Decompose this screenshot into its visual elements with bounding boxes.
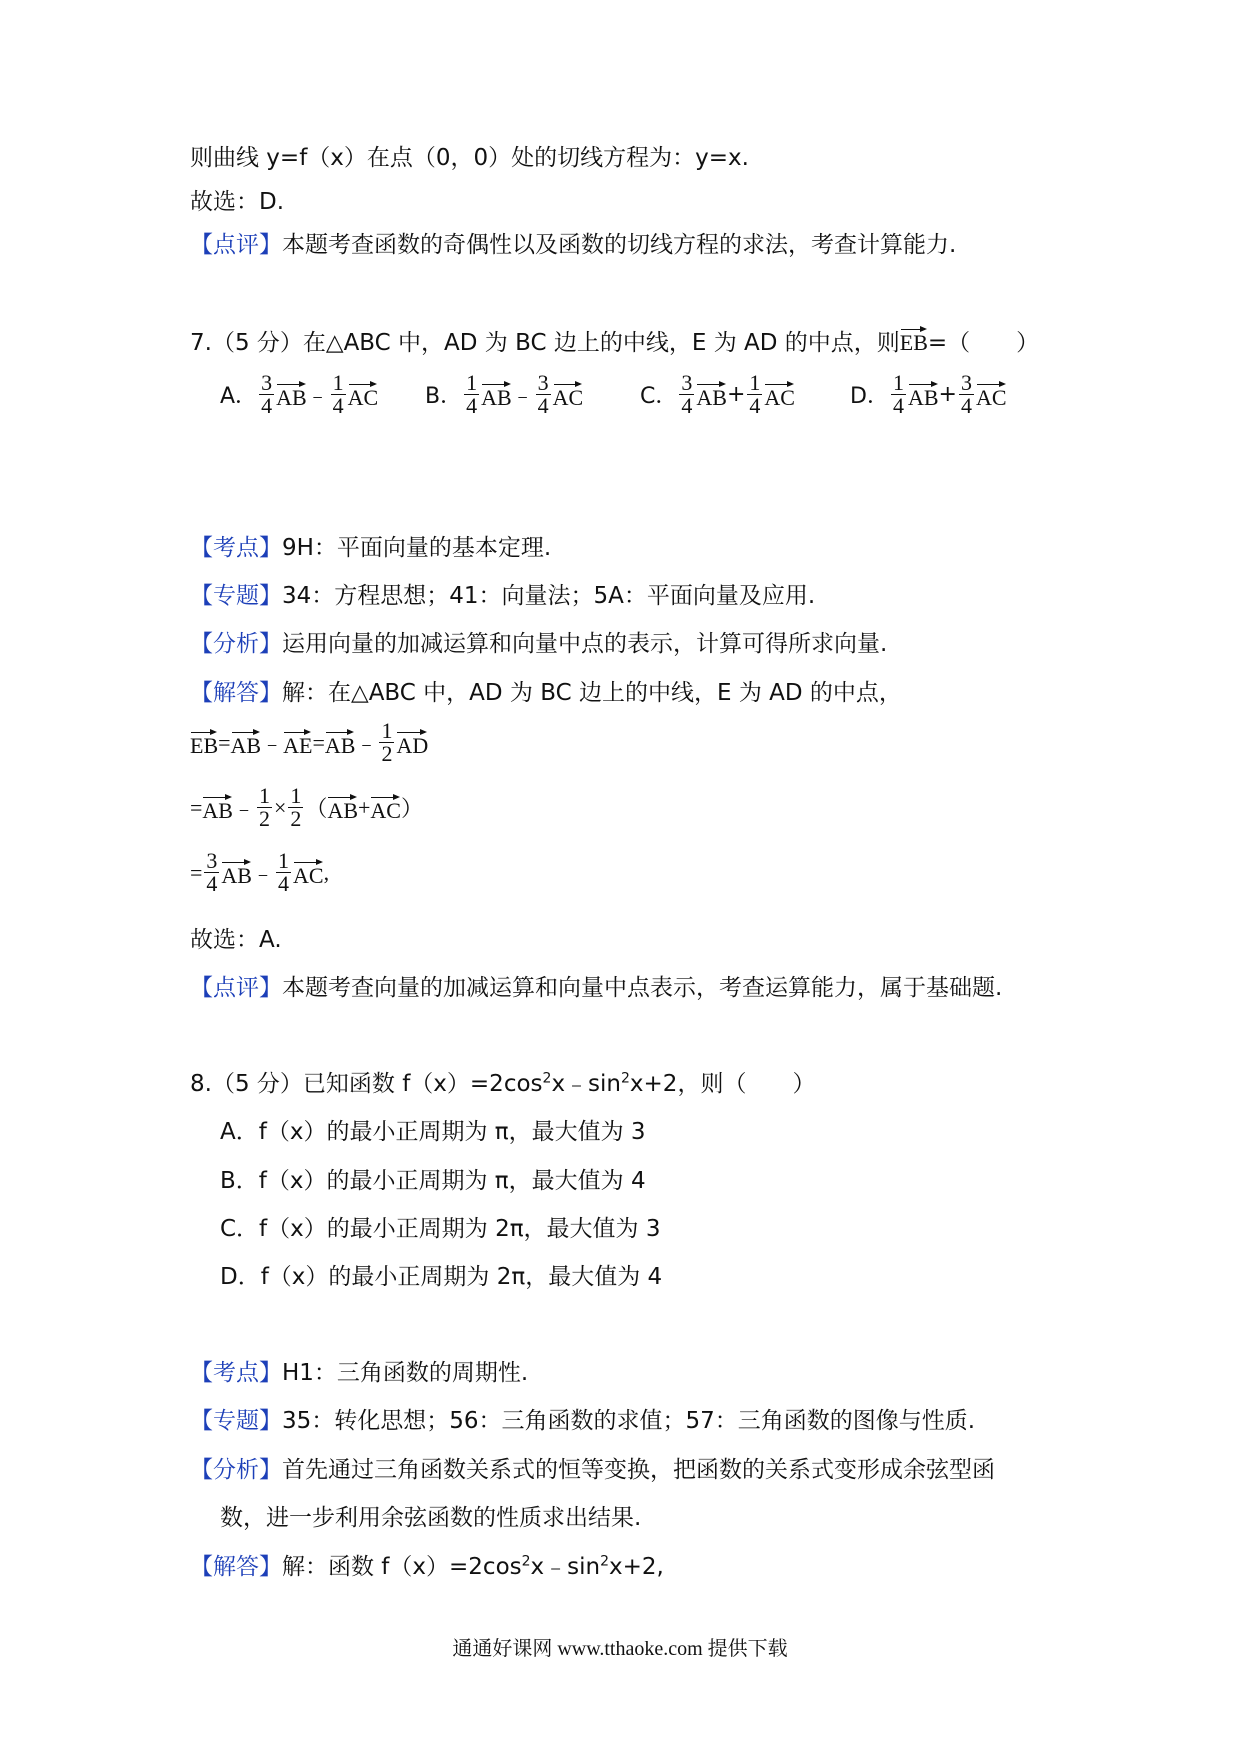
q7-option-d [850, 372, 1007, 417]
vector-ab: AB [325, 729, 356, 757]
q7-option-b [425, 372, 583, 417]
tag-jieda: 【解答】 [190, 680, 282, 706]
tag-dianping: 【点评】 [190, 232, 282, 258]
option-label: B． [425, 384, 463, 409]
comment-line [190, 230, 956, 260]
q8-option-c: C．f（x）的最小正周期为 2π，最大值为 3 [220, 1216, 661, 1242]
minus-sign: ﹣ [355, 731, 378, 756]
fraction: $\frac{3}{4}$ [960, 370, 972, 418]
vector-ac: AC [370, 794, 401, 822]
page-footer: 通通好课网 www.tthaoke.com 提供下载 [452, 1638, 788, 1660]
guxuan-line: 故选：A. [190, 927, 282, 953]
minus-sign: ﹣ [251, 861, 274, 886]
tag-kaodian: 【考点】 [190, 535, 282, 561]
minus-sign: ﹣ [511, 384, 534, 409]
minus-sign: ﹣ [306, 384, 329, 409]
right-paren: ） [400, 796, 423, 821]
q8-option-b: B．f（x）的最小正周期为 π，最大值为 4 [220, 1168, 646, 1194]
derivation-line-2 [190, 785, 423, 830]
q7-option-a [220, 372, 378, 417]
fraction: $\frac{3}{4}$ [681, 370, 693, 418]
fraction: $\frac{1}{2}$ [290, 783, 302, 831]
equals-sign: = [312, 729, 325, 755]
fenxi-line [190, 629, 887, 659]
vector-eb: EB [900, 326, 928, 354]
fenxi-line [190, 1455, 995, 1485]
vector-ae: AE [283, 729, 312, 757]
plus-sign: + [938, 382, 957, 407]
tag-dianping: 【点评】 [190, 975, 282, 1001]
kaodian-line [190, 1358, 528, 1388]
minus-sign: ﹣ [232, 796, 255, 821]
zhuanti-text: 34：方程思想；41：向量法；5A：平面向量及应用. [282, 583, 816, 609]
fenxi-text: 首先通过三角函数关系式的恒等变换，把函数的关系式变形成余弦型函 [282, 1457, 995, 1483]
jieda-text: 解：在△ABC 中，AD 为 BC 边上的中线，E 为 AD 的中点， [282, 680, 902, 706]
tag-fenxi: 【分析】 [190, 631, 282, 657]
fenxi-text: 运用向量的加减运算和向量中点的表示，计算可得所求向量. [282, 631, 888, 657]
vector-eb: EB [190, 729, 218, 757]
dianping-line [190, 973, 1002, 1003]
kaodian-text: H1：三角函数的周期性. [282, 1360, 529, 1386]
tag-zhuanti: 【专题】 [190, 1408, 282, 1434]
vector-ac: AC [764, 381, 795, 409]
derivation-line-3 [190, 850, 329, 895]
vector-ac: AC [553, 381, 584, 409]
fraction: $\frac{3}{4}$ [537, 370, 549, 418]
minus-sign: ﹣ [261, 731, 284, 756]
comma: , [323, 859, 330, 885]
derivation-line-1 [190, 720, 428, 765]
tag-jieda: 【解答】 [190, 1554, 282, 1580]
option-label: C． [640, 384, 678, 409]
left-paren: （ [305, 796, 328, 821]
vector-ab: AB [908, 381, 939, 409]
vector-ab: AB [696, 381, 727, 409]
stem-text: 7.（5 分）在△ABC 中，AD 为 BC 边上的中线，E 为 AD 的中点，则 [190, 330, 900, 356]
fraction: $\frac{1}{4}$ [332, 370, 344, 418]
q8-option-a: A．f（x）的最小正周期为 π，最大值为 3 [220, 1119, 646, 1145]
option-label: D． [850, 384, 889, 409]
question-8-stem: 8.（5 分）已知函数 $f(x)=2\cos^2x﹣\sin^2x+2$，则（ ） [190, 1070, 816, 1097]
tag-zhuanti: 【专题】 [190, 583, 282, 609]
vector-ab: AB [221, 859, 252, 887]
equals-sign: = [218, 729, 231, 755]
text-line: 则曲线 y=f（x）在点（0，0）处的切线方程为：y=x. [190, 145, 749, 171]
text-line: 故选：D. [190, 189, 285, 215]
vector-ab: AB [202, 794, 233, 822]
stem-tail: =（ ） [927, 330, 1040, 356]
tag-kaodian: 【考点】 [190, 1360, 282, 1386]
fraction: $\frac{1}{4}$ [278, 848, 289, 896]
fraction: $\frac{1}{2}$ [381, 718, 393, 766]
kaodian-line [190, 533, 551, 563]
plus-sign: + [358, 794, 371, 820]
plus-sign: + [726, 382, 746, 407]
fraction: $\frac{1}{4}$ [466, 370, 478, 418]
fenxi-line-cont: 数，进一步利用余弦函数的性质求出结果. [220, 1505, 642, 1531]
times-sign: × [274, 794, 287, 820]
vector-ac: AC [976, 381, 1007, 409]
equals-sign: = [190, 859, 203, 885]
vector-ab: AB [327, 794, 358, 822]
vector-ab: AB [231, 729, 262, 757]
vector-ab: AB [276, 381, 307, 409]
equals-sign: = [190, 794, 203, 820]
option-label: A． [220, 384, 258, 409]
fraction: $\frac{3}{4}$ [261, 370, 273, 418]
zhuanti-text: 35：转化思想；56：三角函数的求值；57：三角函数的图像与性质. [282, 1408, 976, 1434]
fraction: $\frac{1}{4}$ [749, 370, 761, 418]
fraction: $\frac{1}{2}$ [259, 783, 270, 831]
question-7-stem [190, 326, 1039, 358]
jieda-line [190, 678, 902, 708]
kaodian-text: 9H：平面向量的基本定理. [282, 535, 552, 561]
vector-ac: AC [293, 859, 324, 887]
fraction: $\frac{3}{4}$ [206, 848, 218, 896]
q8-option-d: D．f（x）的最小正周期为 2π，最大值为 4 [220, 1264, 663, 1290]
zhuanti-line [190, 1406, 975, 1436]
zhuanti-line [190, 581, 815, 611]
jieda-line: 【解答】解：函数 $f(x)=2\cos^2x﹣\sin^2x+2$, [190, 1553, 664, 1580]
comment-text: 本题考查函数的奇偶性以及函数的切线方程的求法，考查计算能力. [282, 232, 957, 258]
q7-option-c [640, 372, 795, 417]
dianping-text: 本题考查向量的加减运算和向量中点表示，考查运算能力，属于基础题. [282, 975, 1003, 1001]
vector-ab: AB [481, 381, 512, 409]
tag-fenxi: 【分析】 [190, 1457, 282, 1483]
vector-ac: AC [348, 381, 379, 409]
fraction: $\frac{1}{4}$ [892, 370, 904, 418]
vector-ad: AD [396, 729, 428, 757]
